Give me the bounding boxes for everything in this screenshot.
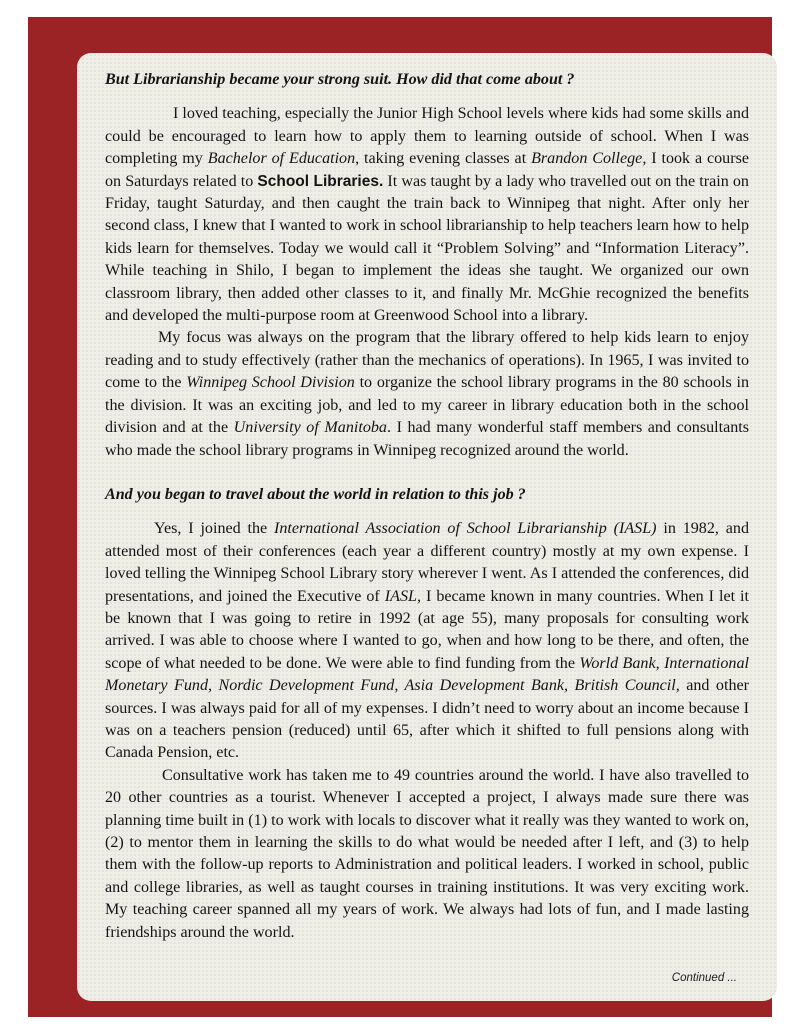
continued-note: Continued ... — [671, 971, 737, 984]
question-2: And you began to travel about the world in relation to this job ? — [105, 485, 526, 503]
question-1: But Librarianship became your strong suit. How did that come about ? — [105, 71, 575, 88]
interview-panel — [77, 53, 777, 1001]
answer-2-paragraph-2: Consultative work has taken me to 49 countries around the world. I have also travelled to 20 other countries as a tourist. Whenever I accepted a project, I always made sure there was planning time built in (1) to work with locals to discover what it really was they wanted to work on, (2) to mentor them in learning the skills to do what would be needed after I left, and (3) to help them with the follow-up reports to Administration and political leaders. I worked in school, public and college libraries, as well as taught courses in training institutions. It was very exciting work. My teaching career spanned all my years of work. We always had lots of fun, and I made lasting friendships around the world. — [105, 766, 749, 941]
page-border — [28, 17, 772, 1017]
answer-1-paragraph-1: I loved teaching, especially the Junior High School levels where kids had some skills and could be encouraged to learn how to apply them to learning outside of school. When I was completing my Bachelor of Education, taking evening classes at Brandon College, I took a course on Saturdays related to School Libraries. It was taught by a lady who travelled out on the train on Friday, taught Saturday, and then caught the train back to Winnipeg that night. After only her second class, I knew that I wanted to work in school librarianship to help teachers learn how to help kids learn for themselves. Today we would call it “Problem Solving” and “Information Literacy”. While teaching in Shilo, I began to implement the ideas she taught. We organized our own classroom library, then added other classes to it, and finally Mr. McGhie recognized the benefits and developed the multi-purpose room at Greenwood School into a library. — [105, 105, 749, 325]
answer-1-paragraph-2: My focus was always on the program that the library offered to help kids learn to enjoy reading and to study effectively (rather than the mechanics of operations). In 1965, I was invited to come to the Winnipeg School Division to organize the school library programs in the 80 schools in the division. It was an exciting job, and led to my career in library education both in the school division and at the University of Manitoba. I had many wonderful staff members and consultants who made the school library programs in Winnipeg recognized around the world. — [105, 329, 750, 459]
answer-2-paragraph-1: Yes, I joined the International Association of School Librarianship (IASL) in 1982, and attended most of their conferences (each year a different country) mostly at my own expense. I loved telling the Winnipeg School Library story wherever I went. As I attended the conferences, did presentations, and joined the Executive of IASL, I became known in many countries. When I let it be known that I was going to retire in 1992 (at age 55), many proposals for consulting work arrived. I was able to choose where I wanted to go, when and how long to be there, and often, the scope of what needed to be done. We were able to find funding from the World Bank, International Monetary Fund, Nordic Development Fund, Asia Development Bank, British Council, and other sources. I was always paid for all of my expenses. I didn’t need to worry about an income because I was on a teachers pension (reduced) until 65, after which it shifted to full pensions along with Canada Pension, etc. — [105, 520, 749, 762]
